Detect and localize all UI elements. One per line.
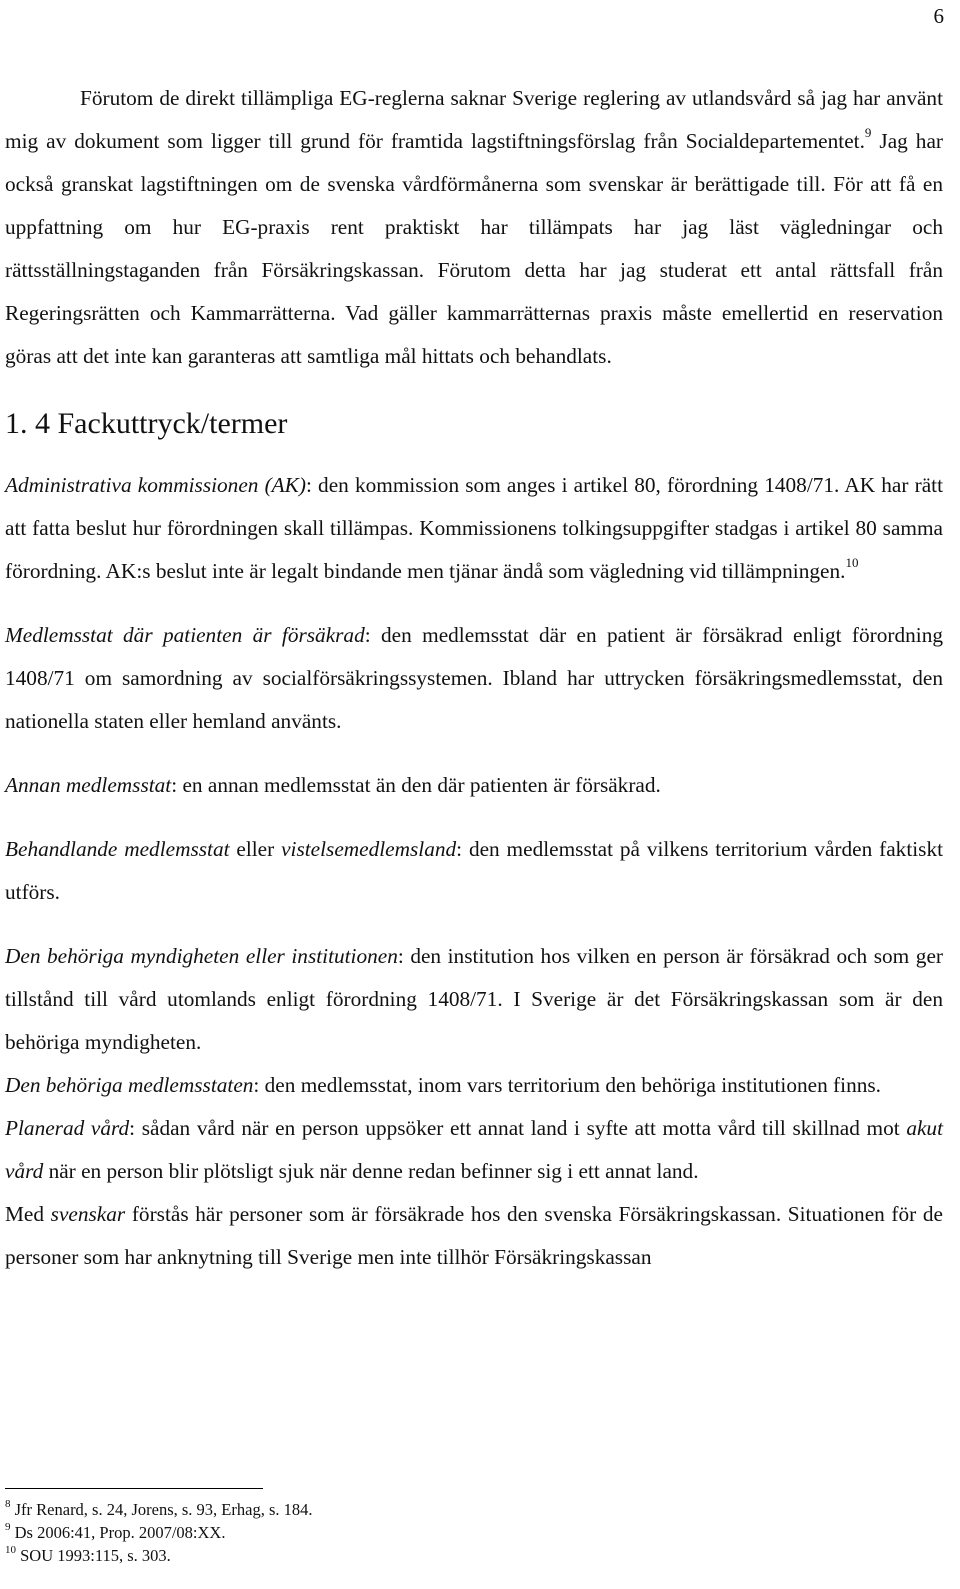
definition-medlemsstat [5,614,943,743]
footnote-number: 10 [5,1543,16,1556]
definition-ak [5,464,943,593]
page-number: 6 [933,4,944,28]
footnote-9 [5,1521,465,1544]
footnote-text: Jfr Renard, s. 24, Jorens, s. 93, Erhag, s. 184. [10,1500,313,1519]
footnote-divider [5,1488,263,1489]
intro-paragraph [5,77,943,378]
definition-planerad [5,1107,943,1193]
definition-medlemsstaten [5,1064,943,1107]
term-behandlande: Behandlande medlemsstat [5,837,230,861]
footnote-ref-9[interactable]: 9 [864,124,872,140]
term-vistelsemedlemsland: vistelsemedlemsland [281,837,457,861]
definition-svenskar-pre: Med [5,1202,51,1226]
term-myndighet: Den behöriga myndigheten eller institutionen [5,944,398,968]
term-annan: Annan medlemsstat [5,773,172,797]
footnotes [5,1488,465,1567]
footnote-number: 8 [5,1497,11,1510]
term-medlemsstat: Medlemsstat där patienten är försäkrad [5,623,365,647]
definition-annan-text: : en annan medlemsstat än den där patienten är försäkrad. [171,773,661,797]
intro-text-1: Förutom de direkt tillämpliga EG-reglerna saknar Sverige reglering av utlandsvård så jag har använt mig av dokument som ligger till grund för framtida lagstiftningsförslag från Socialdepartementet. [5,86,943,153]
term-ak: Administrativa kommissionen (AK) [5,473,306,497]
term-svenskar: svenskar [50,1202,126,1226]
term-medlemsstaten: Den behöriga medlemsstaten [5,1073,254,1097]
definition-svenskar-text: förstås här personer som är försäkrade hos den svenska Försäkringskassan. Situationen för de personer som har anknytning till Sverige men inte tillhör Försäkringskassan [5,1202,943,1269]
definition-svenskar [5,1193,943,1279]
footnote-number: 9 [5,1520,11,1533]
footnote-text: SOU 1993:115, s. 303. [16,1546,171,1565]
footnote-text: Ds 2006:41, Prop. 2007/08:XX. [10,1523,226,1542]
footnote-10 [5,1544,465,1567]
intro-text-2: Jag har också granskat lagstiftningen om de svenska vårdförmånerna som svenskar är berättigade till. För att få en uppfattning om hur EG-praxis rent praktiskt har tillämpats har jag läst vägledningar och rättsställningstaganden från Försäkringskassan. Förutom detta har jag studerat ett antal rättsfall från Regeringsrätten och Kammarrätterna. Vad gäller kammarrätternas praxis måste emellertid en reservation göras att det inte kan garanteras att samtliga mål hittats och behandlats. [5,129,944,368]
term-planerad: Planerad vård [5,1116,130,1140]
definition-medlemsstaten-text: : den medlemsstat, inom vars territorium den behöriga institutionen finns. [253,1073,881,1097]
definition-planerad-text: : sådan vård när en person uppsöker ett annat land i syfte att motta vård till skillnad mot [129,1116,907,1140]
definition-behandlande [5,828,943,914]
definition-behandlande-text: : den medlemsstat på vilkens territorium vården faktiskt utförs. [5,837,944,904]
definition-ak-text: : den kommission som anges i artikel 80, förordning 1408/71. AK har rätt att fatta beslut hur förordningen skall tillämpas. Kommissionens tolkingsuppgifter stadgas i artikel 80 samma förordning. AK:s beslut inte är legalt bindande men tjänar ändå som vägledning vid tillämpningen. [5,473,943,583]
definition-planerad-text-2: när en person blir plötsligt sjuk när denne redan befinner sig i ett annat land. [43,1159,699,1183]
section-heading: 1. 4 Fackuttryck/termer [5,407,288,440]
document-body [5,77,943,1279]
definition-annan [5,764,943,807]
definition-myndighet [5,935,943,1064]
definition-behandlande-mid: eller [229,837,282,861]
footnote-8 [5,1498,465,1521]
term-akut-vard: akut vård [5,1116,943,1183]
definition-myndighet-text: : den institution hos vilken en person är försäkrad och som ger tillstånd till vård utomlands enligt förordning 1408/71. I Sverige är det Försäkringskassan som är den behöriga myndigheten. [5,944,943,1054]
footnote-ref-10[interactable]: 10 [845,554,859,570]
definition-medlemsstat-text: : den medlemsstat där en patient är försäkrad enligt förordning 1408/71 om samordning av socialförsäkringssystemen. Ibland har uttrycken försäkringsmedlemsstat, den nationella staten eller hemland använts. [5,623,943,733]
